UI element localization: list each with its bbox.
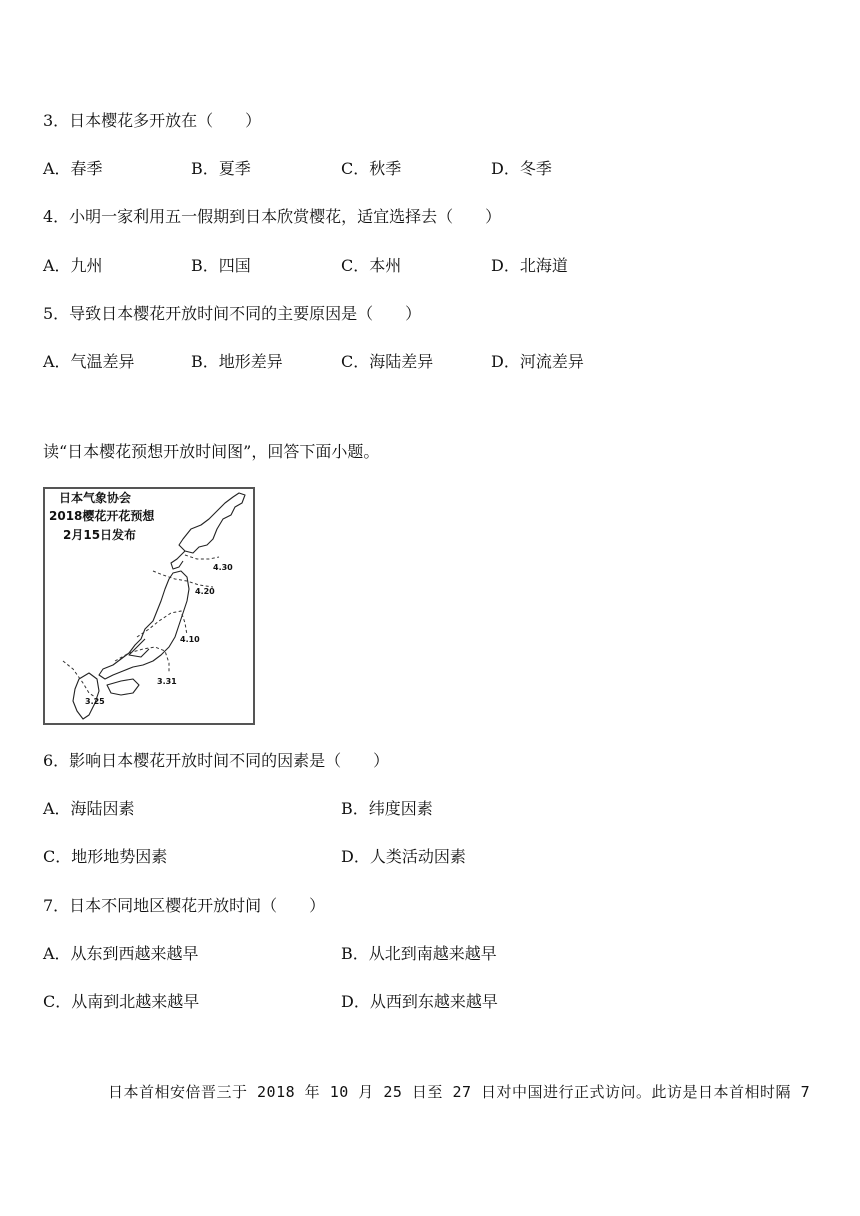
- question-4-option-c: C．本州: [341, 256, 402, 275]
- japan-cherry-blossom-map: [43, 487, 255, 725]
- kyushu-outline: [73, 673, 99, 719]
- isoline-label-4-10: 4.10: [180, 635, 200, 644]
- hokkaido-outline: [179, 493, 245, 553]
- question-5-option-c: C．海陆差异: [341, 352, 434, 371]
- question-5-option-a: A．气温差异: [43, 352, 135, 371]
- question-4-option-b: B．四国: [191, 256, 251, 275]
- question-7-stem: 7．日本不同地区樱花开放时间（ ）: [43, 896, 326, 915]
- question-7-option-c: C．从南到北越来越早: [43, 992, 200, 1011]
- map-title-line-2: 2018樱花开花预想: [49, 509, 155, 523]
- isoline-label-3-31: 3.31: [157, 677, 177, 686]
- question-7-option-d: D．从西到东越来越早: [341, 992, 498, 1011]
- question-6-option-d: D．人类活动因素: [341, 847, 466, 866]
- question-4-option-d: D．北海道: [491, 256, 568, 275]
- question-5-stem: 5．导致日本樱花开放时间不同的主要原因是（ ）: [43, 304, 422, 323]
- honshu-outline: [99, 571, 189, 679]
- hokkaido-peninsula: [171, 551, 185, 569]
- map-intro-text: 读“日本樱花预想开放时间图”，回答下面小题。: [43, 442, 380, 461]
- question-6-stem: 6．影响日本樱花开放时间不同的因素是（ ）: [43, 751, 390, 770]
- question-3-option-b: B．夏季: [191, 159, 251, 178]
- isoline-label-4-30: 4.30: [213, 563, 233, 572]
- shikoku-outline: [107, 679, 139, 695]
- question-3-option-a: A．春季: [43, 159, 103, 178]
- question-7-option-b: B．从北到南越来越早: [341, 944, 497, 963]
- question-6-option-a: A．海陆因素: [43, 799, 135, 818]
- question-3-option-c: C．秋季: [341, 159, 402, 178]
- passage-paragraph: 日本首相安倍晋三于 2018 年 10 月 25 日至 27 日对中国进行正式访问。此访是日本首相时隔 7: [108, 1083, 811, 1101]
- question-3-option-d: D．冬季: [491, 159, 552, 178]
- japan-outline-map: [45, 489, 253, 723]
- question-6-option-c: C．地形地势因素: [43, 847, 168, 866]
- question-7-option-a: A．从东到西越来越早: [43, 944, 199, 963]
- isoline-4-30: [185, 555, 219, 559]
- question-5-option-d: D．河流差异: [491, 352, 584, 371]
- question-4-stem: 4．小明一家利用五一假期到日本欣赏樱花，适宜选择去（ ）: [43, 207, 502, 226]
- question-6-option-b: B．纬度因素: [341, 799, 433, 818]
- question-3-stem: 3．日本樱花多开放在（ ）: [43, 111, 262, 130]
- map-title-line-3: 2月15日发布: [63, 528, 137, 542]
- isoline-label-3-25: 3.25: [85, 697, 105, 706]
- question-5-option-b: B．地形差异: [191, 352, 283, 371]
- map-title-line-1: 日本气象协会: [59, 491, 132, 505]
- isoline-label-4-20: 4.20: [195, 587, 215, 596]
- isoline-3-31: [115, 647, 169, 673]
- question-4-option-a: A．九州: [43, 256, 103, 275]
